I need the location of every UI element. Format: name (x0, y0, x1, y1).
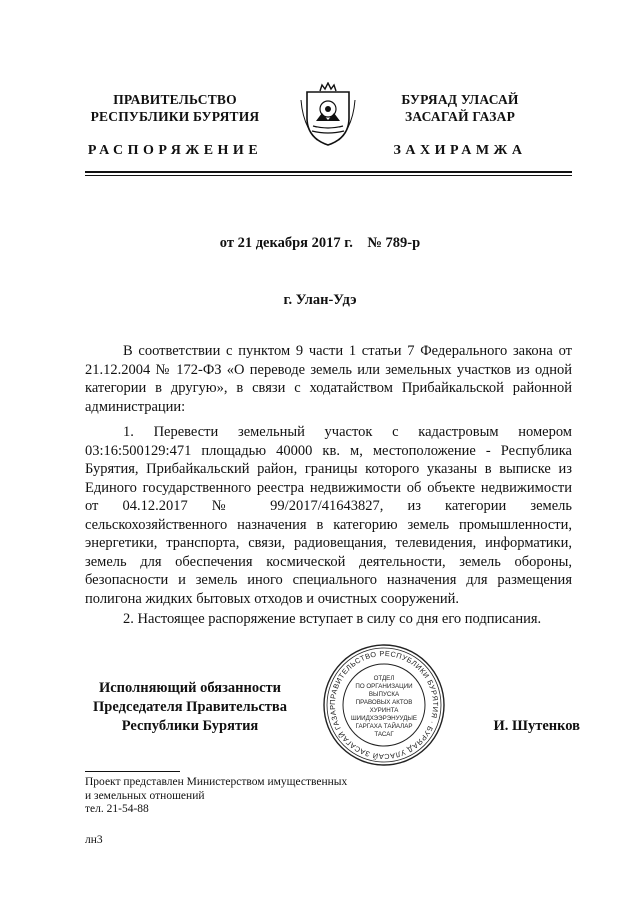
stamp-line-3: ВЫПУСКА (368, 691, 400, 698)
header-left-line2: РЕСПУБЛИКИ БУРЯТИЯ (90, 109, 260, 124)
header-right-line2: ЗАСАГАЙ ГАЗАР (404, 109, 516, 124)
footer-line1: Проект представлен Министерством имущественных (85, 776, 348, 788)
footer-note (85, 776, 485, 817)
date-number: от 21 декабря 2017 г. № 789-р (219, 235, 421, 251)
stamp-line-7: ГАРГАХА ТАЙАЛАР (355, 723, 413, 730)
header-right-line1: БУРЯАД УЛАСАЙ (401, 92, 519, 107)
position-line2: Председателя Правительства (93, 699, 287, 715)
paragraph-item-1: 1. Перевести земельный участок с кадастровым номером 03:16:500129:471 площадью 40000 кв. м, местоположение - Республика Бурятия, Прибайкальский район, границы которого указаны в выписке из Единого государственного реестра недвижимости об объекте недвижимости от 04.12.2017 № 99/2017/41643827, из категории земель сельскохозяйственного назначения в категорию земель промышленности, энергетики, транспорта, связи, радиовещания, телевидения, информатики, земель для обеспечения космической деятельности, земель обороны, безопасности и земель иного специального назначения для размещения полигона жидких бытовых отходов и очистных сооружений. (85, 424, 572, 607)
city: г. Улан-Удэ (283, 292, 357, 308)
header-left-title (80, 91, 270, 125)
header-rule-thick (85, 171, 572, 173)
header-rule-thin (85, 175, 572, 176)
stamp-ring-text: ПРАВИТЕЛЬСТВО РЕСПУБЛИКИ БУРЯТИЯ · БУРЯАД УЛАСАЙ ЗАСАГАЙ ГАЗАР (327, 648, 441, 762)
footer-line3: тел. 21-54-88 (85, 803, 149, 815)
signatory-position (80, 679, 300, 736)
position-line1: Исполняющий обязанности (98, 680, 282, 696)
paragraph-item-2: 2. Настоящее распоряжение вступает в силу со дня его подписания. (123, 611, 542, 627)
position-line3: Республики Бурятия (121, 718, 259, 734)
header-right-title (375, 91, 545, 125)
official-stamp (322, 643, 446, 767)
signatory-name: И. Шутенков (493, 718, 580, 734)
paragraph-preamble: В соответствии с пунктом 9 части 1 статьи 7 Федерального закона от 21.12.2004 № 172-ФЗ «О переводе земель или земельных участков из одной категории в другую», в связи с ходатайством Прибайкальской районной администрации: (85, 343, 572, 415)
stamp-line-4: ПРАВОВЫХ АКТОВ (355, 699, 413, 706)
stamp-line-8: ТАСАГ (374, 731, 394, 738)
stamp-line-6: ШИИДХЭЭРЭНУУДЫЕ (351, 715, 417, 722)
footer-rule (85, 771, 180, 772)
footer-line2: и земельных отношений (85, 789, 205, 802)
emblem-icon (299, 82, 357, 148)
doc-type-right: ЗАХИРАМЖА (393, 143, 527, 158)
doc-type-left: РАСПОРЯЖЕНИЕ (87, 143, 263, 158)
stamp-line-1: ОТДЕЛ (373, 675, 395, 682)
stamp-line-2: ПО ОРГАНИЗАЦИИ (355, 683, 413, 690)
header-left-line1: ПРАВИТЕЛЬСТВО (113, 92, 237, 107)
stamp-line-5: ХУРИНТА (369, 707, 399, 714)
footer-code: лн3 (85, 834, 103, 846)
